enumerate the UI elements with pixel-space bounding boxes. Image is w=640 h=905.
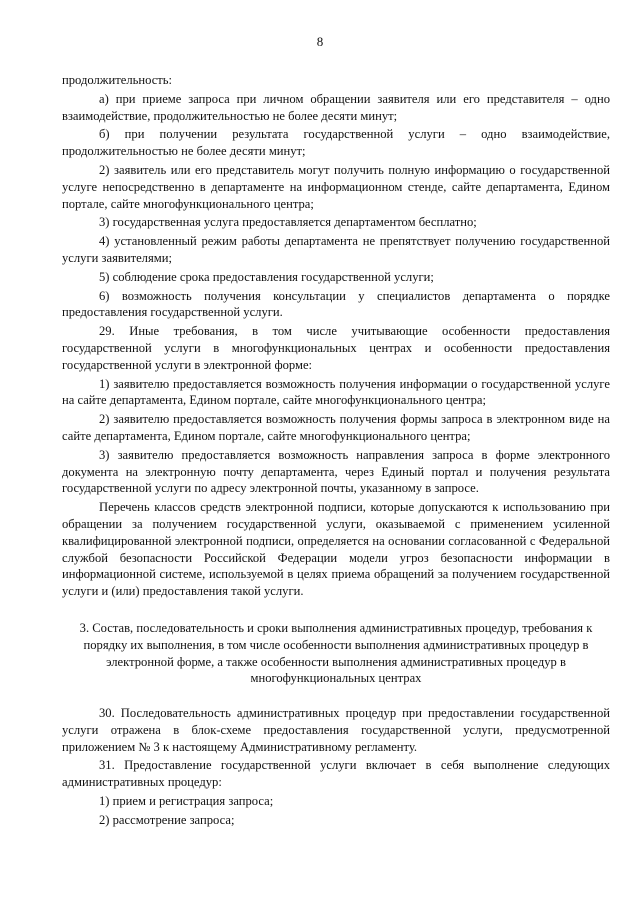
paragraph: 3) заявителю предоставляется возможность направления запроса в форме электронного документа на электронную почту департамента, через Единый портал и получения результата государственной услуги по адресу электронной почты, указанному в запросе. — [62, 447, 610, 496]
paragraph: 2) заявитель или его представитель могут получить полную информацию о государственной услуге непосредственно в департаменте на информационном стенде, сайте департамента, Едином портале, сайте многофункционального центра; — [62, 162, 610, 211]
paragraph: 30. Последовательность административных процедур при предоставлении государственной услуги отражена в блок-схеме предоставления государственной услуги, предусмотренной приложением № 3 к настоящему Административному регламенту. — [62, 706, 610, 754]
paragraph: продолжительность: — [62, 73, 173, 87]
page-number: 8 — [316, 34, 324, 49]
paragraph: 1) заявителю предоставляется возможность получения информации о государственной услуге на сайте департамента, Едином портале, сайте многофункционального центра; — [62, 376, 610, 408]
paragraph: 2) заявителю предоставляется возможность получения формы запроса в электронном виде на сайте департамента, Едином портале, сайте многофункционального центра; — [62, 412, 610, 443]
paragraph: 6) возможность получения консультации у специалистов департамента о порядке предоставления государственной услуги. — [62, 288, 610, 320]
paragraph: 4) установленный режим работы департамента не препятствует получению государственной услуги заявителями; — [62, 234, 610, 265]
paragraph: а) при приеме запроса при личном обращении заявителя или его представителя – одно взаимодействие, продолжительностью не более десяти минут; — [62, 91, 610, 123]
paragraph: Перечень классов средств электронной подписи, которые допускаются к использованию при обращении за получением государственной услуги, оказываемой с применением усиленной квалифицированной электронной подписи, определяется на основании согласованной с Федеральной службой безопасности Российской Федерации модели угроз безопасности информации в информационной системе, используемой в целях приема обращений за получением государственной услуги и (или) предоставления такой услуги. — [62, 500, 610, 599]
paragraph: б) при получении результата государственной услуги – одно взаимодействие, продолжительностью не более десяти минут; — [62, 127, 610, 159]
paragraph: 2) рассмотрение запроса; — [99, 812, 235, 827]
paragraph: 29. Иные требования, в том числе учитывающие особенности предоставления государственной услуги в многофункциональных центрах и особенности предоставления государственной услуги в электронной форме: — [62, 324, 610, 372]
section-heading: 3. Состав, последовательность и сроки выполнения административных процедур, требования к порядку их выполнения, в том числе особенности выполнения административных процедур в электронной форме, а также особенности выполнения административных процедур в многофункциональных центрах — [79, 620, 593, 686]
paragraphs-bottom — [62, 705, 610, 829]
document-body — [62, 72, 610, 829]
paragraphs-top — [62, 72, 610, 600]
paragraph: 31. Предоставление государственной услуги включает в себя выполнение следующих административных процедур: — [62, 758, 610, 790]
paragraph: 3) государственная услуга предоставляется департаментом бесплатно; — [99, 215, 477, 230]
paragraph: 5) соблюдение срока предоставления государственной услуги; — [99, 269, 434, 284]
paragraph: 1) прием и регистрация запроса; — [99, 794, 274, 809]
